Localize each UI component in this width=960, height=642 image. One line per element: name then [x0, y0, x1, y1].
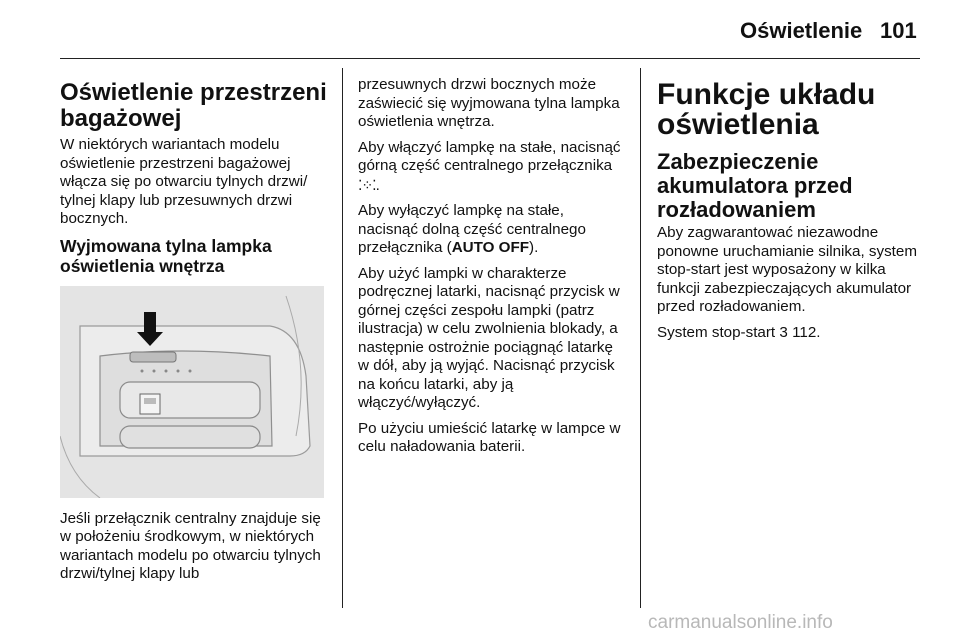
watermark: carmanualsonline.info [648, 612, 833, 633]
column-divider-right [640, 68, 641, 608]
header-title: Oświetlenie [740, 18, 863, 43]
paragraph-lamp-auto: przesuwnych drzwi bocznych może zaświecić się wyjmowana tylna lampka oświetlenia wnętrza. [358, 76, 620, 130]
lamp-illustration [60, 286, 324, 498]
section-heading-lighting-functions: Funkcje układu oświetlenia [657, 78, 876, 141]
paragraph-stop-start [657, 324, 923, 343]
header-rule [60, 58, 920, 59]
column-divider-left [342, 68, 343, 608]
section-heading-cargo-light: Oświetlenie przestrzeni bagażowej [60, 79, 327, 132]
paragraph-lamp-off [358, 202, 628, 258]
lamp-off-end: ). [529, 239, 539, 256]
page-number: 101 [880, 18, 917, 43]
auto-off-label: AUTO OFF [451, 239, 530, 256]
paragraph-charging: Po użyciu umieścić latarkę w lampce w celu naładowania baterii. [358, 419, 621, 455]
stop-start-page: 112. [787, 323, 821, 341]
page-reference-icon: 3 [779, 323, 788, 341]
paragraph-battery: Aby zagwarantować niezawodne ponowne uruchamianie silnika, system stop-start jest wyposażony w kilka funkcji zabezpieczających akumulator przed rozładowaniem. [657, 224, 918, 315]
subheading-removable-lamp: Wyjmowana tylna lampka oświetlenia wnętrza [60, 235, 272, 276]
lamp-on-end: . [375, 176, 380, 194]
lamp-on-text: Aby włączyć lampkę na stałe, nacisnąć górną część centralnego przełącznika [358, 138, 621, 174]
interior-lamp-icon: ⁚⁘⁚ [358, 176, 376, 193]
lamp-drawing [60, 286, 324, 498]
figure-caption: Jeśli przełącznik centralny znajduje się w położeniu środkowym, w niektórych wariantach modelu po otwarciu tylnych drzwi/tylnej klapy lub [60, 509, 321, 582]
lamp-off-text: Aby wyłączyć lampkę na stałe, nacisnąć dolną część centralnego przełącznika ( [358, 202, 586, 256]
column-1 [60, 80, 328, 591]
column-3 [657, 80, 923, 349]
stop-start-text: System stop-start [657, 323, 780, 341]
subheading-battery-protection: Zabezpieczenie akumulatora przed rozładowaniem [657, 149, 853, 222]
paragraph-flashlight: Aby użyć lampki w charakterze podręcznej latarki, nacisnąć przycisk w górnej części zespołu lampki (patrz ilustracja) w celu zwolnienia blokady, a następnie ostrożnie pociągnąć latarkę w dół, aby ją wyjąć. Nacisnąć przycisk na końcu latarki, aby ją włączyć/wyłączyć. [358, 264, 620, 411]
cargo-light-intro: W niektórych wariantach modelu oświetlenie przestrzeni bagażowej włącza się po otwarciu tylnych drzwi/ tylnej klapy lub przesuwnych drzwi bocznych. [60, 136, 308, 227]
paragraph-lamp-on [358, 139, 628, 196]
column-2 [358, 76, 628, 464]
